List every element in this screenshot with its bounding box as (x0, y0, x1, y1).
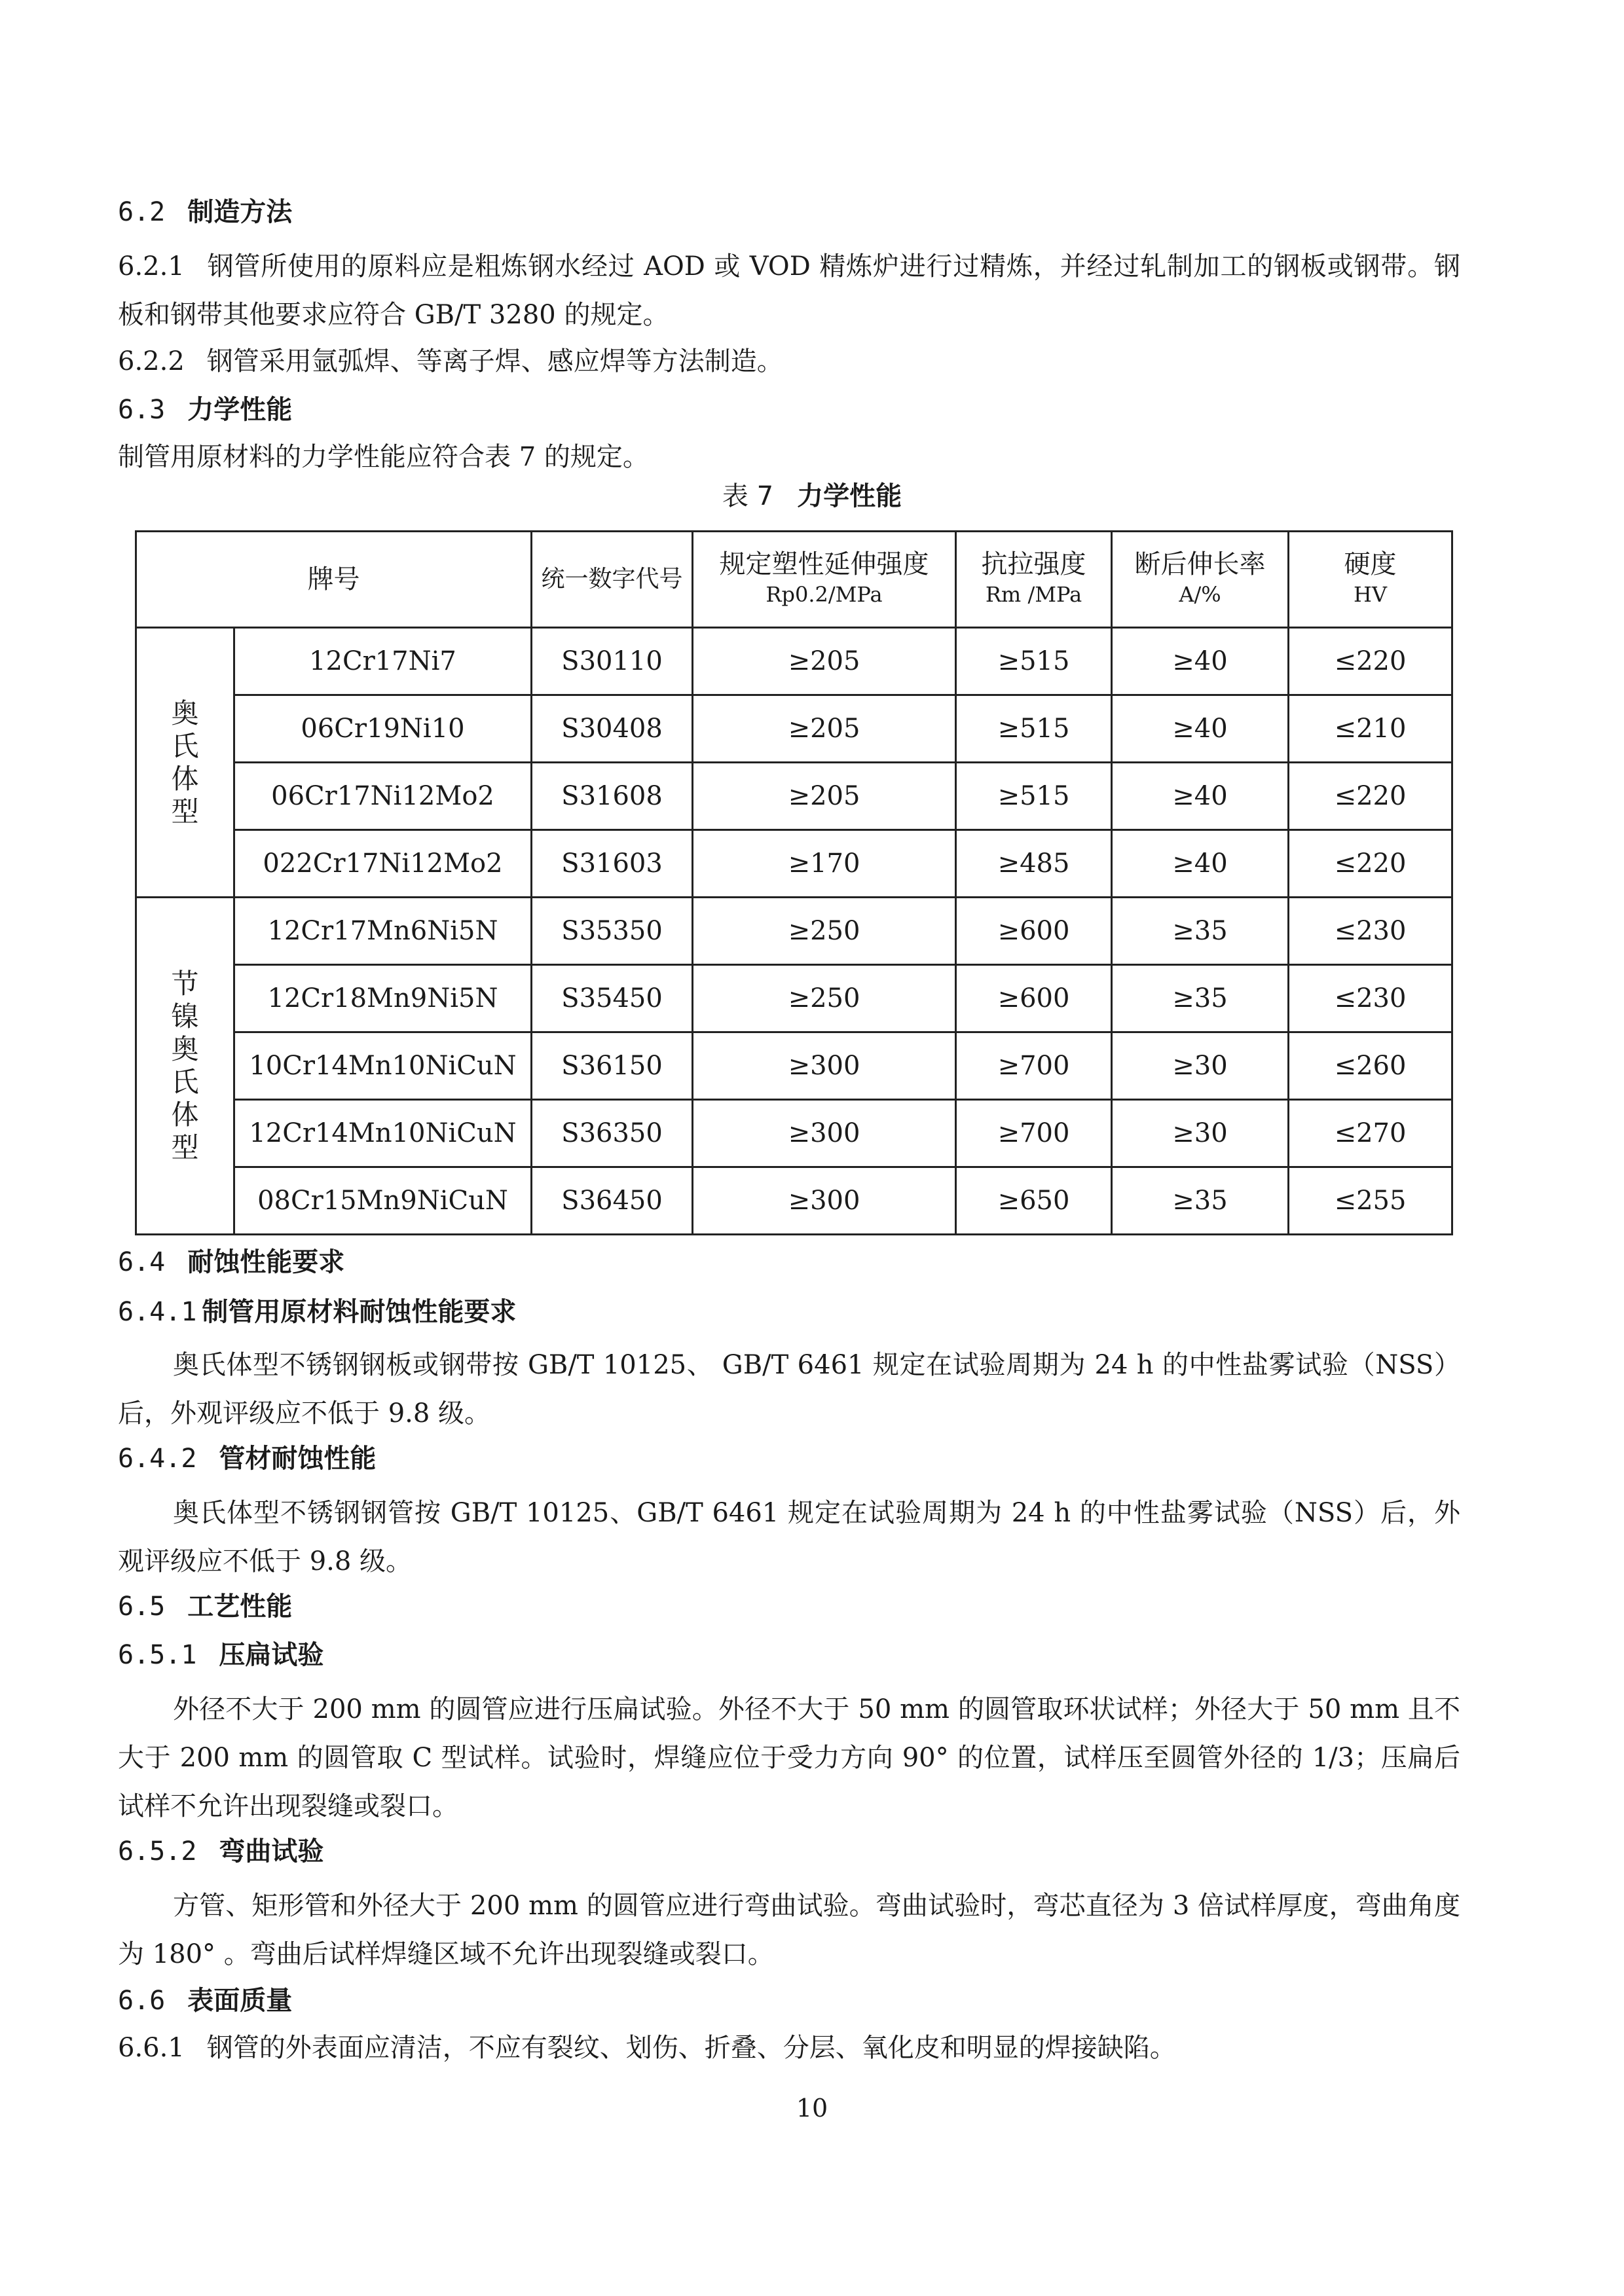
cell-elongation: ≥35 (1112, 1167, 1289, 1235)
cell-grade: 06Cr19Ni10 (234, 695, 532, 763)
cell-hardness: ≤255 (1289, 1167, 1452, 1235)
cell-code: S35450 (532, 965, 693, 1032)
mechanical-properties-table (135, 530, 1453, 1235)
section-6-4-1-paragraph: 奥氏体型不锈钢钢板或钢带按 GB/T 10125、 GB/T 6461 规定在试验周期为 24 h 的中性盐雾试验（NSS）后，外观评级应不低于 9.8 级。 (118, 1350, 1460, 1429)
cell-elongation: ≥30 (1112, 1032, 1289, 1100)
header-rp: 规定塑性延伸强度 Rp0.2/MPa (693, 532, 956, 628)
header-elongation: 断后伸长率 A/% (1112, 532, 1289, 628)
table-row (136, 763, 1452, 830)
cell-rm: ≥515 (956, 763, 1112, 830)
cell-grade: 06Cr17Ni12Mo2 (234, 763, 532, 830)
page-number: 10 (796, 2094, 828, 2123)
cell-hardness: ≤220 (1289, 763, 1452, 830)
cell-hardness: ≤210 (1289, 695, 1452, 763)
header-hardness: 硬度 HV (1289, 532, 1452, 628)
header-grade: 牌号 (136, 532, 532, 628)
cell-grade: 08Cr15Mn9NiCuN (234, 1167, 532, 1235)
table-header-row (136, 532, 1452, 628)
cell-code: S31608 (532, 763, 693, 830)
table-caption: 表 7 力学性能 (722, 481, 902, 511)
section-6-2-heading: 6.2 制造方法 (118, 197, 293, 227)
cell-elongation: ≥35 (1112, 965, 1289, 1032)
table-row (136, 628, 1452, 695)
section-6-6-1-paragraph: 6.6.1 钢管的外表面应清洁，不应有裂纹、划伤、折叠、分层、氧化皮和明显的焊接缺陷。 (118, 2033, 1176, 2063)
section-6-2-2-paragraph: 6.2.2 钢管采用氩弧焊、等离子焊、感应焊等方法制造。 (118, 346, 783, 376)
section-6-5-2-paragraph: 方管、矩形管和外径大于 200 mm 的圆管应进行弯曲试验。弯曲试验时，弯芯直径为 3 倍试样厚度，弯曲角度为 180° 。弯曲后试样焊缝区域不允许出现裂缝或裂口。 (118, 1891, 1460, 1969)
cell-rm: ≥485 (956, 830, 1112, 898)
cell-rm: ≥600 (956, 898, 1112, 965)
cell-hardness: ≤230 (1289, 965, 1452, 1032)
cell-hardness: ≤270 (1289, 1100, 1452, 1167)
group-nickel-saving-austenitic: 节 镍 奥 氏 体 型 (136, 898, 234, 1235)
table-row (136, 1100, 1452, 1167)
table-row (136, 965, 1452, 1032)
section-6-4-2-paragraph: 奥氏体型不锈钢钢管按 GB/T 10125、GB/T 6461 规定在试验周期为 24 h 的中性盐雾试验（NSS）后，外观评级应不低于 9.8 级。 (118, 1498, 1460, 1576)
table-row (136, 898, 1452, 965)
cell-rm: ≥600 (956, 965, 1112, 1032)
section-6-4-2-heading: 6.4.2 管材耐蚀性能 (118, 1444, 377, 1474)
section-6-5-1-heading: 6.5.1 压扁试验 (118, 1640, 324, 1670)
cell-rp: ≥300 (693, 1032, 956, 1100)
cell-rp: ≥250 (693, 965, 956, 1032)
table-row (136, 830, 1452, 898)
cell-rp: ≥170 (693, 830, 956, 898)
section-6-6-heading: 6.6 表面质量 (118, 1986, 293, 2016)
section-6-5-heading: 6.5 工艺性能 (118, 1592, 293, 1622)
section-6-2-1-paragraph: 6.2.1 钢管所使用的原料应是粗炼钢水经过 AOD 或 VOD 精炼炉进行过精炼，并经过轧制加工的钢板或钢带。钢板和钢带其他要求应符合 GB/T 3280 的规定。 (118, 251, 1460, 330)
cell-grade: 12Cr17Ni7 (234, 628, 532, 695)
cell-elongation: ≥35 (1112, 898, 1289, 965)
cell-rm: ≥700 (956, 1032, 1112, 1100)
cell-code: S35350 (532, 898, 693, 965)
header-rm: 抗拉强度 Rm /MPa (956, 532, 1112, 628)
cell-elongation: ≥40 (1112, 695, 1289, 763)
cell-code: S30408 (532, 695, 693, 763)
cell-elongation: ≥40 (1112, 628, 1289, 695)
cell-hardness: ≤230 (1289, 898, 1452, 965)
section-6-4-1-heading: 6.4.1 制管用原材料耐蚀性能要求 (118, 1297, 517, 1327)
cell-code: S36350 (532, 1100, 693, 1167)
cell-grade: 12Cr18Mn9Ni5N (234, 965, 532, 1032)
cell-hardness: ≤220 (1289, 628, 1452, 695)
cell-code: S36150 (532, 1032, 693, 1100)
section-6-5-1-paragraph: 外径不大于 200 mm 的圆管应进行压扁试验。外径不大于 50 mm 的圆管取环状试样；外径大于 50 mm 且不大于 200 mm 的圆管取 C 型试样。试验时，焊缝应位于受力方向 90° 的位置，试样压至圆管外径的 1/3；压扁后试样不允许出现裂缝或裂口。 (118, 1694, 1460, 1821)
cell-rp: ≥205 (693, 695, 956, 763)
table-row (136, 1167, 1452, 1235)
cell-rm: ≥700 (956, 1100, 1112, 1167)
cell-hardness: ≤220 (1289, 830, 1452, 898)
cell-grade: 12Cr14Mn10NiCuN (234, 1100, 532, 1167)
section-6-5-2-heading: 6.5.2 弯曲试验 (118, 1836, 324, 1867)
section-6-3-heading: 6.3 力学性能 (118, 395, 293, 425)
cell-rm: ≥650 (956, 1167, 1112, 1235)
cell-elongation: ≥30 (1112, 1100, 1289, 1167)
table-row (136, 1032, 1452, 1100)
cell-grade: 022Cr17Ni12Mo2 (234, 830, 532, 898)
cell-elongation: ≥40 (1112, 763, 1289, 830)
cell-rp: ≥250 (693, 898, 956, 965)
cell-rp: ≥205 (693, 763, 956, 830)
cell-rp: ≥300 (693, 1167, 956, 1235)
cell-code: S30110 (532, 628, 693, 695)
cell-code: S36450 (532, 1167, 693, 1235)
cell-grade: 12Cr17Mn6Ni5N (234, 898, 532, 965)
cell-elongation: ≥40 (1112, 830, 1289, 898)
cell-rm: ≥515 (956, 628, 1112, 695)
cell-rm: ≥515 (956, 695, 1112, 763)
cell-code: S31603 (532, 830, 693, 898)
group-austenitic: 奥 氏 体 型 (136, 628, 234, 898)
cell-rp: ≥300 (693, 1100, 956, 1167)
cell-grade: 10Cr14Mn10NiCuN (234, 1032, 532, 1100)
cell-rp: ≥205 (693, 628, 956, 695)
section-6-3-text: 制管用原材料的力学性能应符合表 7 的规定。 (118, 442, 649, 472)
table-row (136, 695, 1452, 763)
section-6-4-heading: 6.4 耐蚀性能要求 (118, 1247, 345, 1277)
header-code: 统一数字代号 (532, 532, 693, 628)
cell-hardness: ≤260 (1289, 1032, 1452, 1100)
